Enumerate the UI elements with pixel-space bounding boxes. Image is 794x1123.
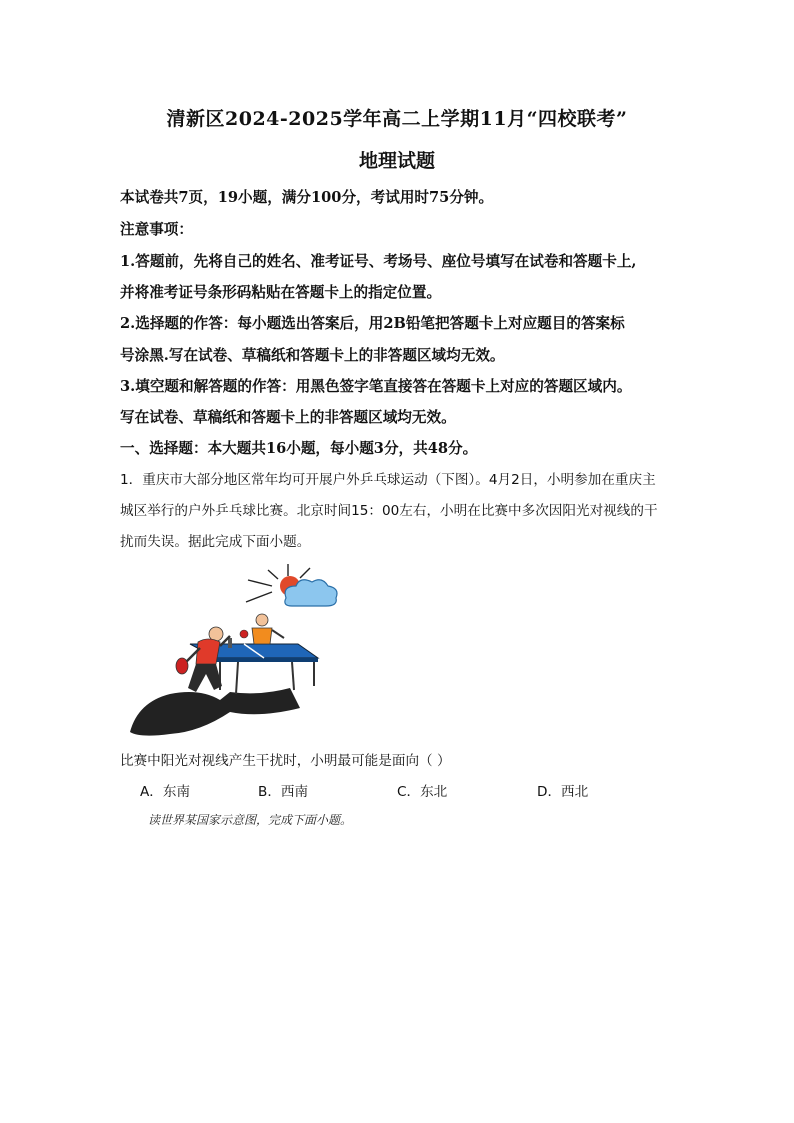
rule-1-line-2: 并将准考证号条形码粘贴在答题卡上的指定位置。 [120,284,442,301]
question-1-prompt: 比赛中阳光对视线产生干扰时，小明最可能是面向（ ） [120,753,451,769]
table-tennis-outdoor-illustration [128,562,346,738]
question-1-stem-line-3: 扰而失误。据此完成下面小题。 [120,534,311,550]
option-a[interactable]: A．东南 [140,784,191,800]
rule-1-line-1: 1.答题前，先将自己的姓名、准考证号、考场号、座位号填写在试卷和答题卡上, [120,253,637,270]
exam-title: 清新区2024-2025学年高二上学期11月“四校联考” [166,108,628,130]
shadow-shape [130,688,300,736]
question-1-stem-line-1: 1．重庆市大部分地区常年均可开展户外乒乓球运动（下图）。4月2日，小明参加在重庆主 [120,472,656,488]
rule-2-line-2: 号涂黑.写在试卷、草稿纸和答题卡上的非答题区域均无效。 [120,347,505,364]
exam-summary: 本试卷共7页，19小题，满分100分，考试用时75分钟。 [120,189,494,206]
option-d[interactable]: D．西北 [537,784,589,800]
option-b[interactable]: B．西南 [258,784,309,800]
option-c[interactable]: C．东北 [397,784,448,800]
exam-subtitle: 地理试题 [358,150,435,172]
section-1-heading: 一、选择题：本大题共16小题，每小题3分，共48分。 [120,440,478,457]
question-1-stem-line-2: 城区举行的户外乒乓球比赛。北京时间15：00左右，小明在比赛中多次因阳光对视线的干 [120,503,658,519]
rule-2-line-1: 2.选择题的作答：每小题选出答案后，用2B铅笔把答题卡上对应题目的答案标 [120,315,625,332]
next-instruction: 读世界某国家示意图，完成下面小题。 [148,813,353,827]
notice-heading: 注意事项： [120,221,193,238]
rule-3-line-1: 3.填空题和解答题的作答：用黑色签字笔直接答在答题卡上对应的答题区域内。 [120,378,632,395]
opponent-player-icon [240,614,284,644]
rule-3-line-2: 写在试卷、草稿纸和答题卡上的非答题区域均无效。 [120,409,456,426]
